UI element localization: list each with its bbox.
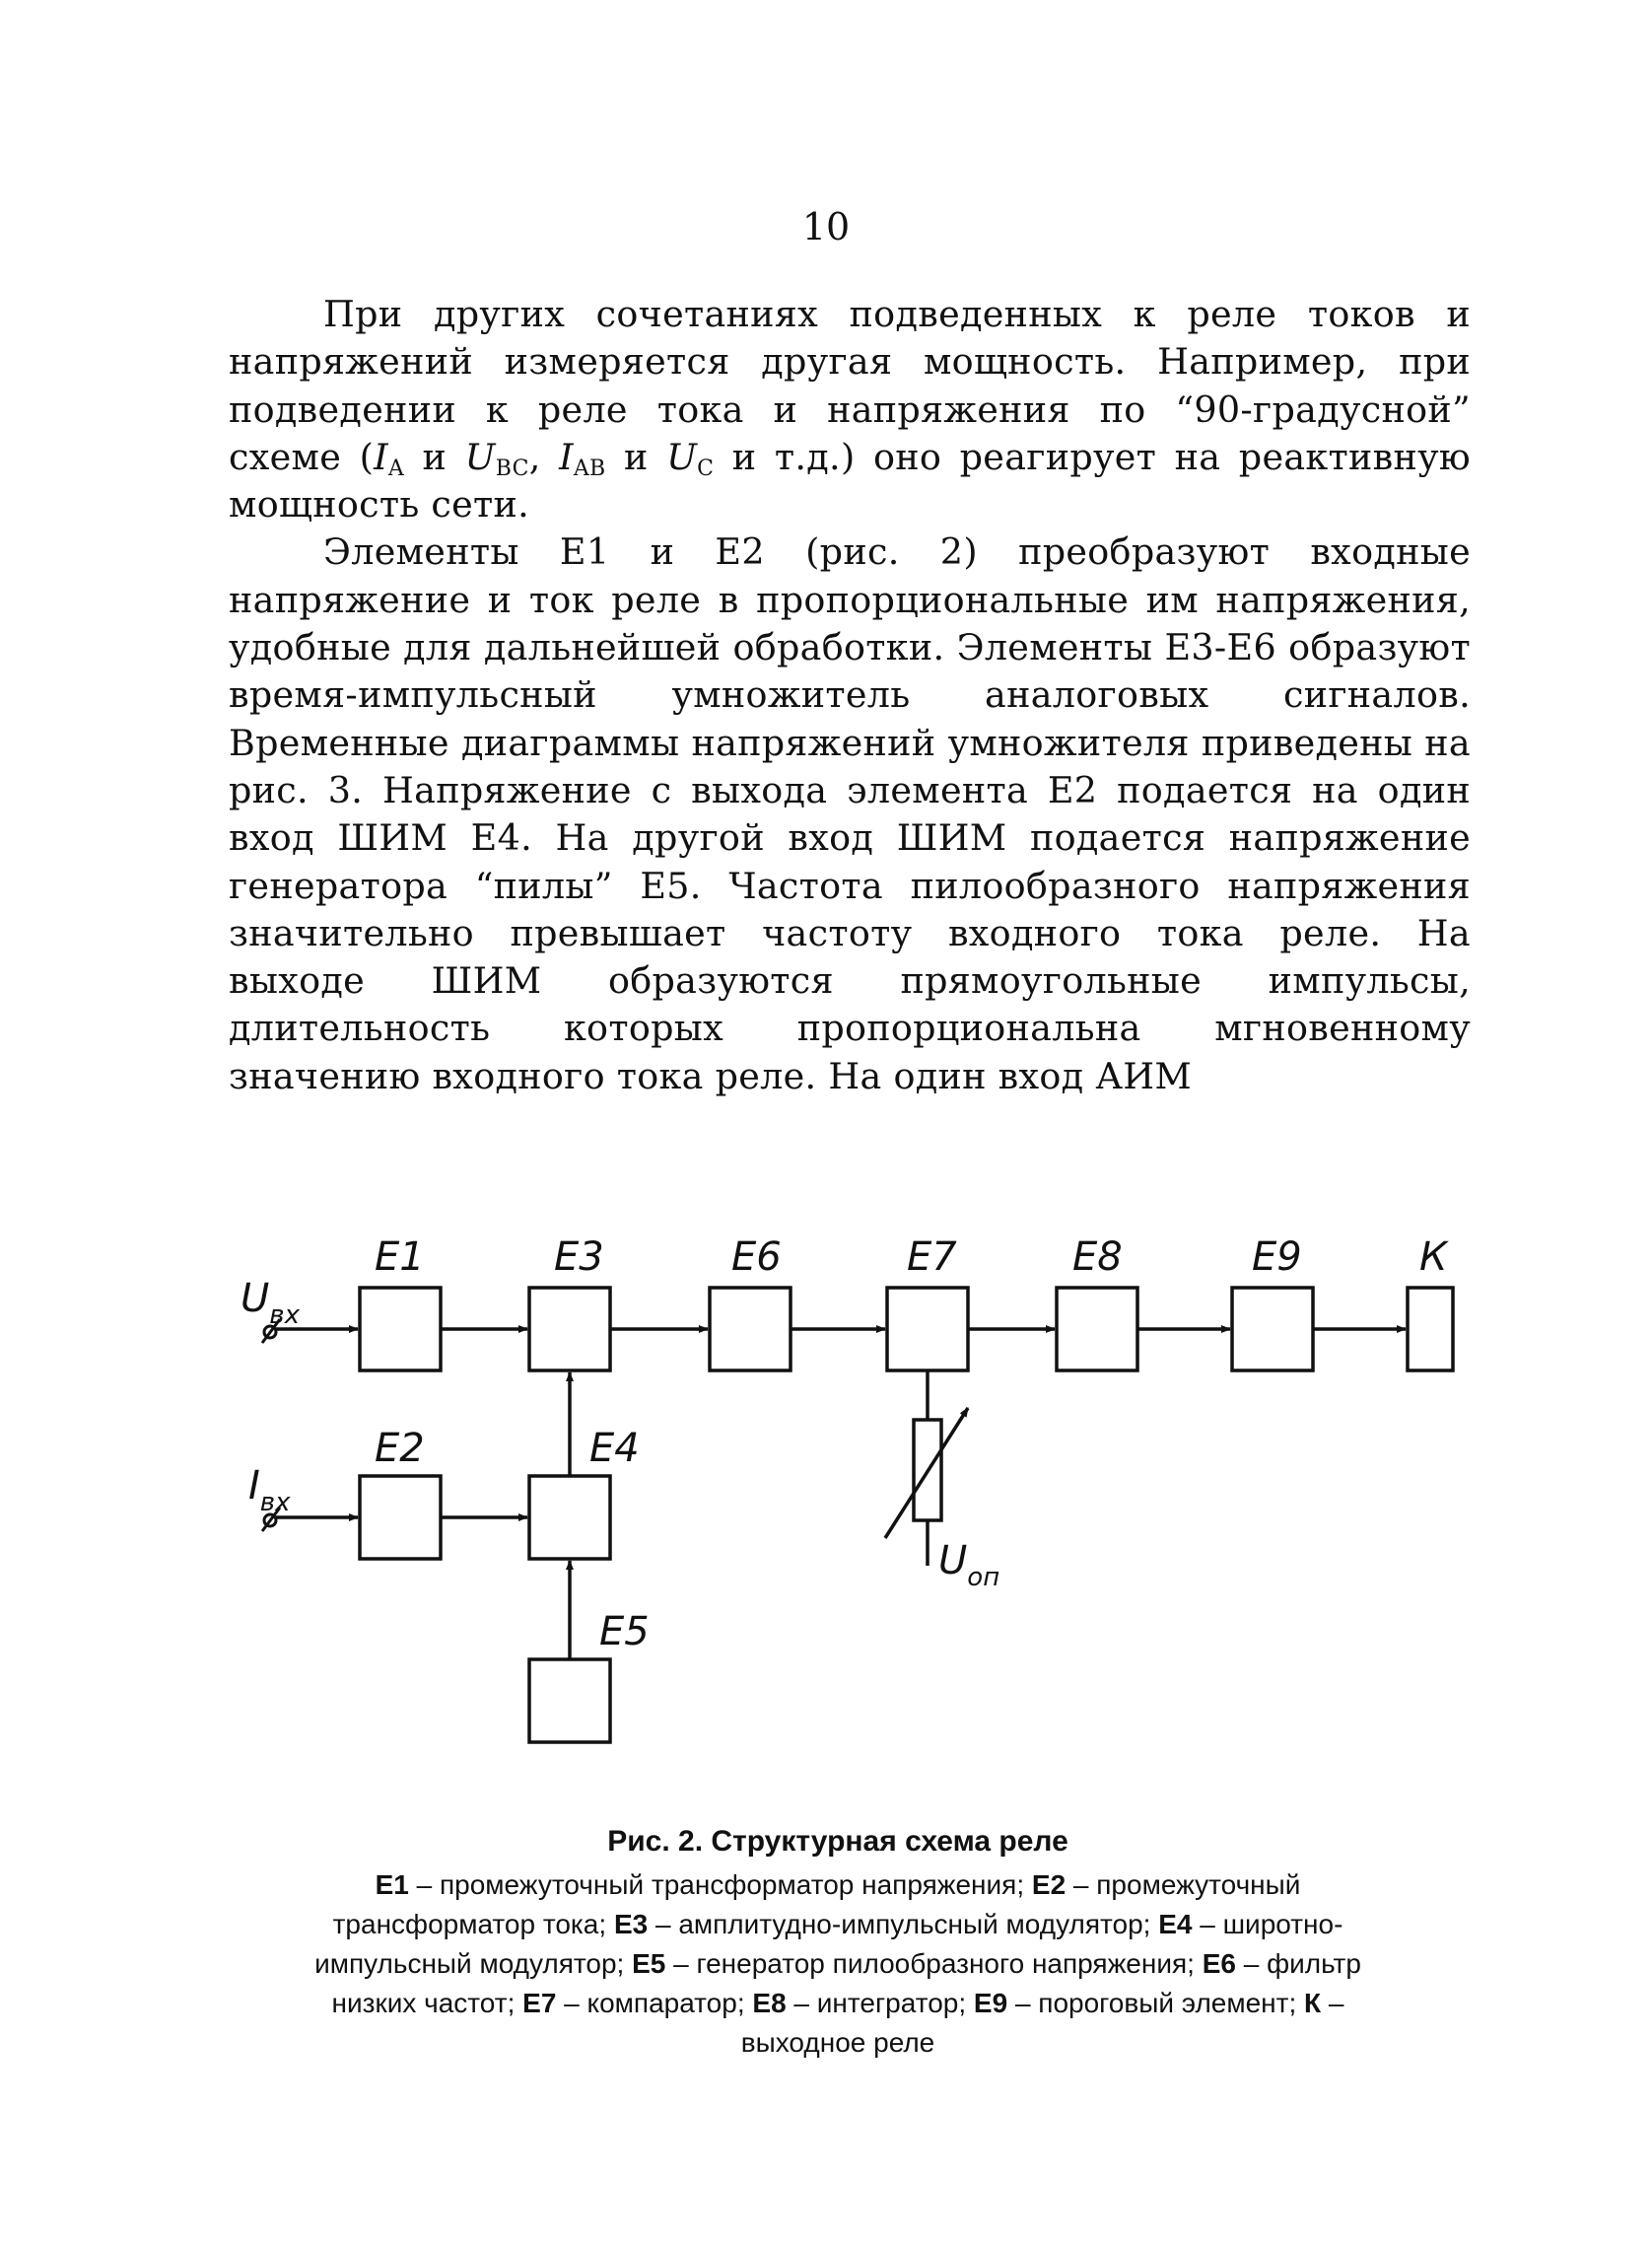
label-e1: Е1 bbox=[375, 1234, 425, 1280]
block-e4 bbox=[529, 1476, 610, 1559]
resistor-arrow bbox=[885, 1408, 968, 1538]
label-e6: Е6 bbox=[731, 1234, 782, 1280]
block-e2 bbox=[360, 1476, 441, 1559]
caption-legend: Е1 – промежуточный трансформатор напряжения; Е2 – промежуточный трансформатор тока; Е3 – амплитудно-импульсный модулятор; Е4 – широтно-импульсный модулятор; Е5 – генератор пилообразного напряжения; Е6 – фильтр низких частот; Е7 – компаратор; Е8 – интегратор; Е9 – пороговый элемент; К – выходное реле bbox=[314, 1869, 1361, 2058]
label-e8: Е8 bbox=[1072, 1234, 1123, 1280]
label-e9: Е9 bbox=[1252, 1234, 1302, 1280]
body-text bbox=[229, 291, 1471, 1100]
block-e7 bbox=[887, 1288, 968, 1370]
paragraph-2: Элементы Е1 и Е2 (рис. 2) преобразуют входные напряжение и ток реле в пропорциональные им напряжения, удобные для дальнейшей обработки. Элементы Е3-Е6 образуют время-импульсный умножитель аналоговых сигналов. Временные диаграммы напряжений умножителя приведены на рис. 3. Напряжение с выхода элемента Е2 подается на один вход ШИМ Е4. На другой вход ШИМ подается напряжение генератора “пилы” Е5. Частота пилообразного напряжения значительно превышает частоту входного тока реле. На выходе ШИМ образуются прямоугольные импульсы, длительность которых пропорциональна мгновенному значению входного тока реле. На один вход АИМ bbox=[229, 530, 1471, 1097]
relay-block-diagram bbox=[227, 1203, 1508, 1794]
input-u-label: $U_{вх}$ bbox=[241, 1276, 300, 1330]
block-e1 bbox=[360, 1288, 441, 1370]
page-number: 10 bbox=[801, 205, 851, 248]
input-i-label: $I_{вх}$ bbox=[248, 1463, 291, 1517]
block-e9 bbox=[1232, 1288, 1313, 1370]
block-e6 bbox=[710, 1288, 791, 1370]
paragraph-1: При других сочетаниях подведенных к реле токов и напряжений измеряется другая мощность. Например, при подведении к реле тока и напряжения по “90-градусной” схеме ($I_A$ и $U_{BC}$, $I_{AB}$ и $U_C$ и т.д.) оно реагирует на реактивную мощность сети. bbox=[229, 293, 1471, 527]
block-k bbox=[1408, 1288, 1453, 1370]
label-e7: Е7 bbox=[907, 1234, 957, 1280]
figure-caption bbox=[296, 1822, 1380, 2063]
reference-u-label: $U_{оп}$ bbox=[938, 1538, 1000, 1592]
label-e4: Е4 bbox=[589, 1426, 640, 1471]
block-e5 bbox=[529, 1659, 610, 1742]
label-e5: Е5 bbox=[599, 1609, 650, 1654]
block-e3 bbox=[529, 1288, 610, 1370]
label-e2: Е2 bbox=[375, 1426, 425, 1471]
label-k: К bbox=[1419, 1234, 1448, 1280]
block-e8 bbox=[1057, 1288, 1137, 1370]
label-e3: Е3 bbox=[554, 1234, 604, 1280]
caption-title: Рис. 2. Структурная схема реле bbox=[607, 1825, 1068, 1858]
